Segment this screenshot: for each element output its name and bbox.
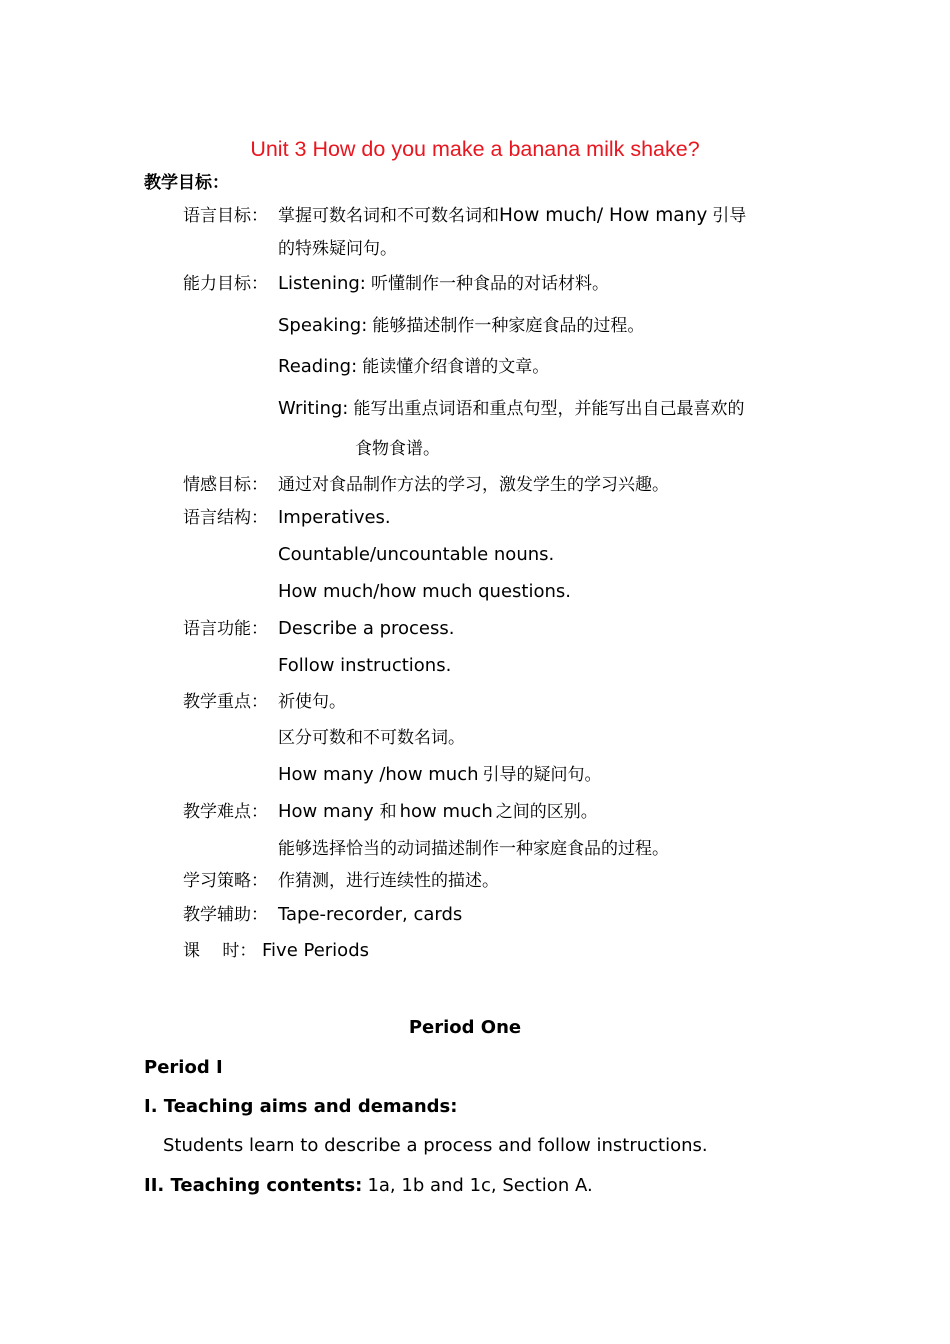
speaking-line: Speaking: 能够描述制作一种家庭食品的过程。 [278, 315, 645, 336]
period-one-heading: Period One [408, 1017, 522, 1038]
strategy-text: 作猜测，进行连续性的描述。 [278, 871, 499, 891]
aids-label: 教学辅助： [183, 905, 268, 925]
emotion-goal-text: 通过对食品制作方法的学习，激发学生的学习兴趣。 [278, 475, 669, 495]
key-point-2: 区分可数和不可数名词。 [278, 728, 465, 748]
teaching-aims-text: Students learn to describe a process and follow instructions. [163, 1135, 708, 1156]
page-title: Unit 3 How do you make a banana milk shake? [250, 137, 700, 161]
teaching-contents-line: II. Teaching contents: 1a, 1b and 1c, Section A. [144, 1175, 593, 1196]
language-goal-label: 语言目标： [183, 206, 268, 226]
key-points-label: 教学重点： [183, 692, 268, 712]
periods-text: Five Periods [262, 940, 369, 961]
function-label: 语言功能： [183, 619, 268, 639]
difficulty-label: 教学难点： [183, 802, 268, 822]
writing-line-2: 食物食谱。 [355, 439, 440, 459]
key-point-3: How many /how much 引导的疑问句。 [278, 764, 602, 785]
period-i-heading: Period I [144, 1057, 223, 1078]
structure-item-2: Countable/uncountable nouns. [278, 544, 555, 565]
function-item-2: Follow instructions. [278, 655, 452, 676]
reading-line: Reading: 能读懂介绍食谱的文章。 [278, 356, 550, 377]
periods-label: 课 时： [183, 941, 257, 961]
structure-item-1: Imperatives. [278, 507, 391, 528]
strategy-label: 学习策略： [183, 871, 268, 891]
difficulty-2: 能够选择恰当的动词描述制作一种家庭食品的过程。 [278, 839, 669, 859]
teaching-aims-heading: I. Teaching aims and demands: [144, 1096, 458, 1117]
emotion-goal-label: 情感目标： [183, 475, 268, 495]
key-point-1: 祈使句。 [278, 692, 346, 712]
language-goal-line-1: 掌握可数名词和不可数名词和How much/ How many 引导 [278, 205, 747, 226]
listening-line: Listening: 听懂制作一种食品的对话材料。 [278, 273, 609, 294]
ability-goal-label: 能力目标： [183, 274, 268, 294]
difficulty-1: How many 和 how much 之间的区别。 [278, 801, 598, 822]
objectives-heading: 教学目标： [144, 173, 229, 193]
aids-text: Tape-recorder, cards [278, 904, 463, 925]
writing-line: Writing: 能写出重点词语和重点句型，并能写出自己最喜欢的 [278, 398, 745, 419]
language-goal-line-2: 的特殊疑问句。 [278, 239, 397, 259]
structure-item-3: How much/how much questions. [278, 581, 572, 602]
function-item-1: Describe a process. [278, 618, 455, 639]
structure-label: 语言结构： [183, 508, 268, 528]
